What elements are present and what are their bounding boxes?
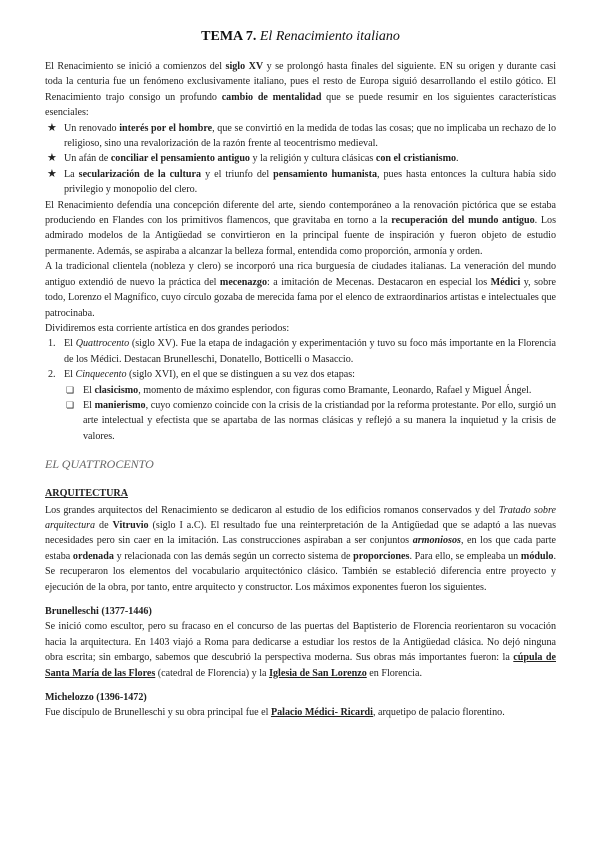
periods-list bbox=[45, 336, 556, 444]
section-heading: EL QUATTROCENTO bbox=[45, 457, 154, 472]
page-title bbox=[45, 28, 556, 46]
title-italic: El Renacimiento italiano bbox=[259, 29, 400, 44]
subperiod-item: ❏ El clasicismo, momento de máximo esplendor, con figuras como Bramante, Leonardo, Rafael y Miguel Ángel. bbox=[64, 383, 556, 398]
work-title: cúpula de Santa María de las Flores bbox=[45, 652, 557, 679]
art-concept-paragraph: El Renacimiento defendía una concepción diferente del arte, siendo contemporáneo a la renovación pictórica que se estaba produciendo en Flandes con los primitivos flamencos, que gravitaba en torno a la recuperación del mundo antiguo. Los admirado modelos de la Antigüedad se convirtieron en la principal fuente de inspiración y fueron objeto de estudio permanente. Además, se aspiraba a alcanzar la belleza formal, entendida como proporción, armonía y orden. bbox=[45, 199, 557, 257]
subperiod-item: ❏ El manierismo, cuyo comienzo coincide con la crisis de la cristiandad por la reforma protestante. Por ello, surgió un arte intelectual y efectista que se apartaba de las normas clásicas y reflejó a su manera la inquietud y la crisis de valores. bbox=[66, 399, 556, 442]
bold-term: siglo XV bbox=[225, 61, 264, 72]
artist-heading-brunelleschi: Brunelleschi (1377-1446) bbox=[45, 606, 152, 617]
star-bullet-icon: ★ bbox=[47, 152, 57, 165]
feature-item: ★ Un renovado interés por el hombre, que se convirtió en la medida de todas las cosas; que no implicaba un rechazo de lo religioso, sino una revalorización de la razón frente al teocentrismo medieval. bbox=[47, 121, 556, 150]
intro-paragraph: El Renacimiento se inició a comienzos del siglo XV y se prolongó hasta finales del siguiente. EN su origen y durante casi toda la centuria fue un fenómeno exclusivamente italiano, pues el resto de Europa siguió desarrollando el estilo gótico. El Renacimiento trajo consigo un profundo cambio de mentalidad que se puede resumir en los siguientes características esenciales: bbox=[45, 61, 556, 119]
star-bullet-icon: ★ bbox=[47, 167, 57, 180]
list-number: 2. bbox=[48, 369, 56, 381]
brunelleschi-paragraph: Se inició como escultor, pero su fracaso en el concurso de las puertas del Baptisterio de Florencia reorientaron su vocación hacia la arquitectura. En 1403 viajó a Roma para dedicarse a estudiar los restos de la Antigüedad clásica. No dejó ninguna obra escrita; sin embargo, sabemos que descubrió la perspectiva moderna. Sus obras más importantes fueron: la cúpula de Santa María de las Flores (catedral de Florencia) y la Iglesia de San Lorenzo en Florencia. bbox=[45, 621, 557, 679]
period-item: 2. El Cinquecento (siglo XVI), en el que se distinguen a su vez dos etapas: ❏ El clasicismo, momento de máximo esplendor, con figuras como Bramante, Leonardo, Rafael y Miguel Ángel. ❏ El manierismo, cuyo comienzo coincide con la crisis de la cristiandad por la reforma protestante. Por ello, surgió un arte intelectual y efectista que se apartaba de las normas clásicas y reflejó a su manera la inquietud y la crisis de valores. bbox=[45, 367, 556, 444]
artist-heading-michelozzo: Michelozzo (1396-1472) bbox=[45, 692, 147, 704]
feature-item: ★ La secularización de la cultura y el triunfo del pensamiento humanista, pues hasta entonces la cultura había sido privilegio y monopolio del clero. bbox=[47, 167, 556, 196]
period-item: 1. El Quattrocento (siglo XV). Fue la etapa de indagación y experimentación y tuvo su foco más importante en la Florencia de los Médici. Destacan Brunelleschi, Donatello, Botticelli o Masaccio. bbox=[48, 338, 556, 365]
periods-intro: Dividiremos esta corriente artística en dos grandes periodos: bbox=[45, 322, 290, 334]
arquitectura-heading: ARQUITECTURA bbox=[45, 488, 129, 500]
bold-term: cambio de mentalidad bbox=[221, 91, 322, 103]
feature-item: ★ Un afán de conciliar el pensamiento antiguo y la religión y cultura clásicas con el cristianismo. bbox=[45, 151, 556, 166]
arquitectura-paragraph: Los grandes arquitectos del Renacimiento se dedicaron al estudio de los edificios romanos conservados y del Tratado sobre arquitectura de Vitruvio (siglo I a.C). El resultado fue una reinterpretación de la Antigüedad que se adaptó a las nuevas necesidades pero sin caer en la imitación. Las construcciones aspiraban a ser conjuntos armoniosos, en los que cada parte estaba ordenada y relacionada con las demás según un correcto sistema de proporciones. Para ello, se empleaba un módulo. Se recuperaron los elementos del vocabulario arquitectónico clásico. También se estableció diferencia entre proyecto y ejecución de la obra, por tanto, entre arquitecto y constructor. Los máximos exponentes fueron los siguientes. bbox=[45, 504, 556, 593]
work-title: Palacio Médici- Ricardi bbox=[270, 707, 373, 719]
patronage-paragraph: A la tradicional clientela (nobleza y clero) se incorporó una rica burguesía de ciudades italianas. La veneración del mundo antiguo extendió de nuevo la práctica del mecenazgo: a imitación de Mecenas. Destacaron en especial los Médici y, sobre todo, Lorenzo el Magnífico, cuyo círculo gozaba de merecida fama por el elenco de extraordinarios artistas e intelectuales que patrocinaba. bbox=[45, 261, 556, 319]
michelozzo-paragraph: Fue discípulo de Brunelleschi y su obra principal fue el Palacio Médici- Ricardi, arquetipo de palacio florentino. bbox=[45, 707, 505, 719]
subperiods-list bbox=[64, 383, 556, 445]
box-bullet-icon: ❏ bbox=[66, 399, 75, 410]
box-bullet-icon: ❏ bbox=[66, 384, 75, 395]
star-bullet-icon: ★ bbox=[47, 121, 57, 134]
list-number: 1. bbox=[48, 338, 56, 350]
title-prefix: TEMA 7. bbox=[201, 29, 257, 44]
work-title: Iglesia de San Lorenzo bbox=[269, 667, 367, 679]
features-list bbox=[45, 121, 556, 198]
